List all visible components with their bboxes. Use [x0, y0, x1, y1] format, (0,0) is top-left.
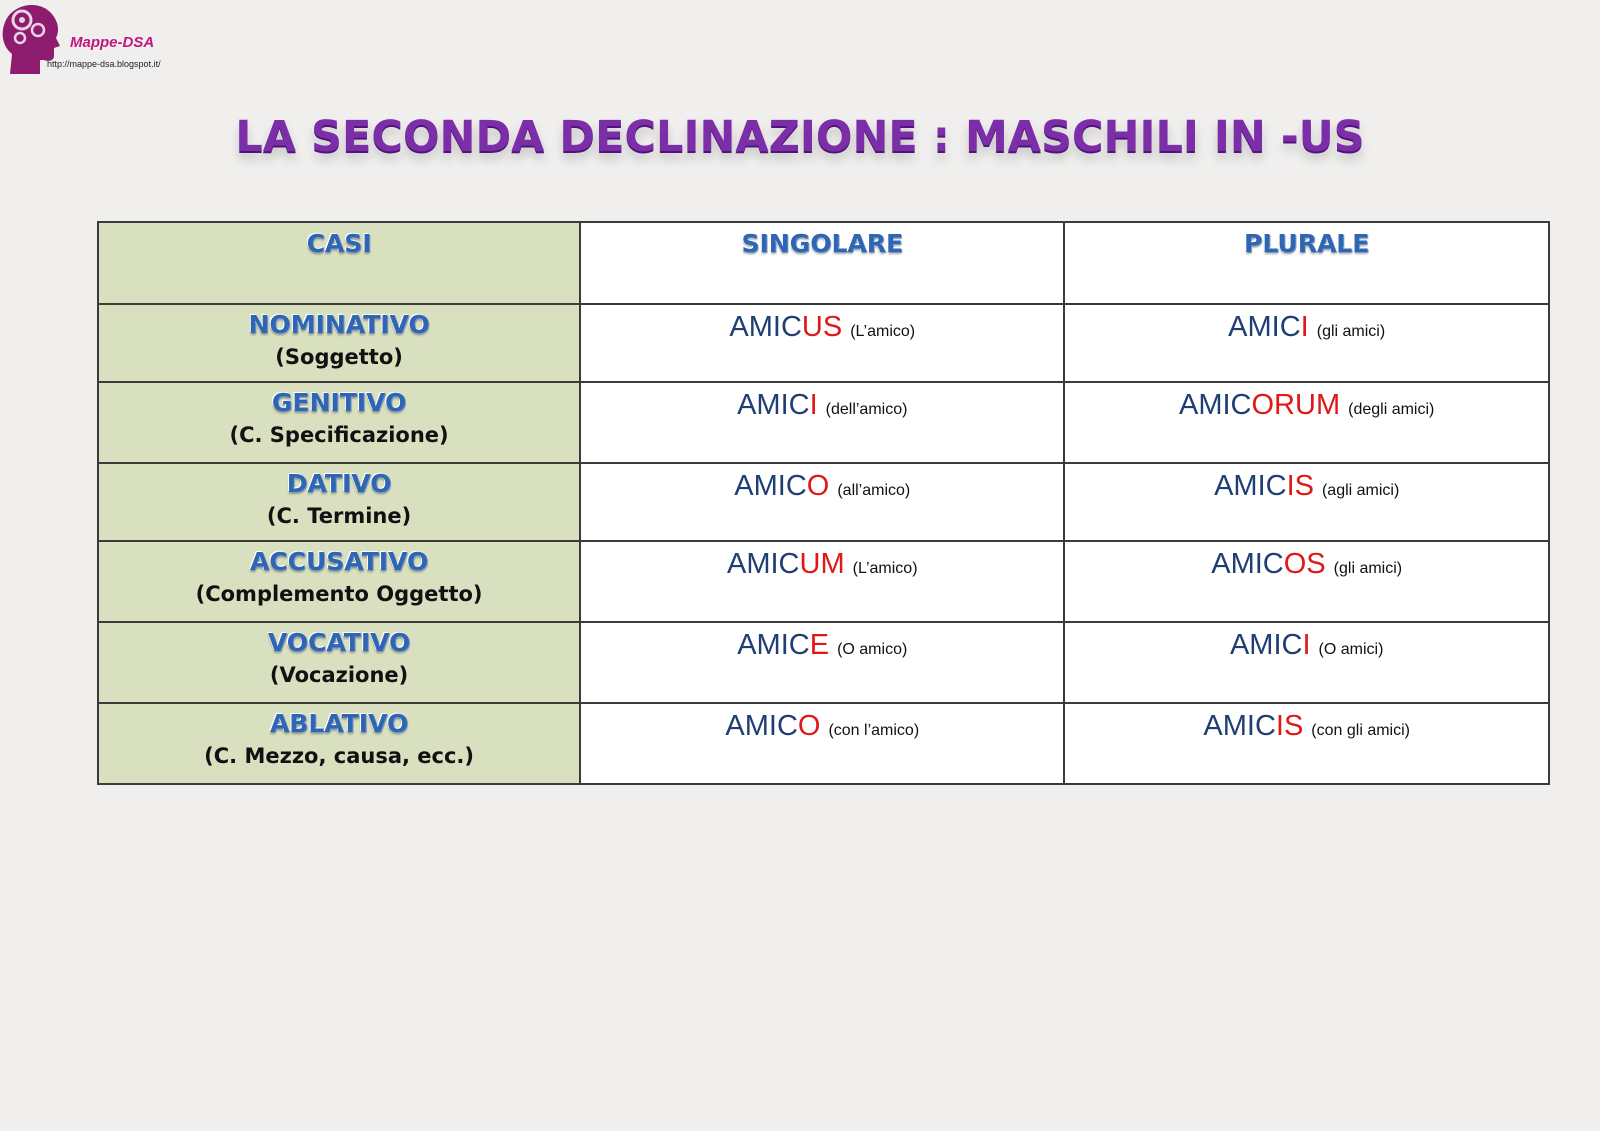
header-label: PLURALE	[1244, 229, 1370, 258]
word-stem: AMIC	[1229, 629, 1303, 661]
case-cell	[98, 463, 580, 541]
table-row	[98, 541, 1549, 622]
case-description: (Soggetto)	[275, 345, 403, 369]
singular-cell	[580, 703, 1064, 784]
case-description: (C. Termine)	[266, 504, 412, 528]
plural-cell	[1064, 541, 1549, 622]
plural-cell	[1064, 622, 1549, 703]
plural-cell	[1064, 304, 1549, 382]
case-name: DATIVO	[286, 469, 392, 498]
word-ending: IS	[1275, 710, 1304, 742]
singular-cell	[580, 304, 1064, 382]
word-gloss: (O amici)	[1318, 641, 1384, 658]
header-cell-singolare	[580, 222, 1064, 304]
singular-cell	[580, 382, 1064, 463]
word-stem: AMIC	[725, 710, 798, 742]
word-gloss: (O amico)	[837, 641, 908, 658]
table-row	[98, 703, 1549, 784]
word-gloss: (agli amici)	[1321, 482, 1400, 499]
case-cell	[98, 382, 580, 463]
word-gloss: (gli amici)	[1333, 560, 1403, 577]
word-ending: IS	[1286, 470, 1314, 502]
word-stem: AMIC	[737, 389, 810, 421]
word-ending: O	[806, 470, 830, 502]
page-title: LA SECONDA DECLINAZIONE : MASCHILI IN -US	[235, 112, 1365, 162]
word-stem: AMIC	[727, 548, 800, 580]
table-row	[98, 622, 1549, 703]
case-name: ACCUSATIVO	[249, 547, 429, 576]
header-label: CASI	[306, 229, 372, 258]
case-name: VOCATIVO	[267, 628, 411, 657]
case-description: (C. Mezzo, causa, ecc.)	[204, 744, 474, 768]
case-cell	[98, 622, 580, 703]
singular-cell	[580, 463, 1064, 541]
word-ending: US	[801, 311, 843, 343]
case-description: (Complemento Oggetto)	[195, 582, 483, 606]
case-cell	[98, 541, 580, 622]
word-stem: AMIC	[1211, 548, 1284, 580]
word-gloss: (all’amico)	[837, 482, 911, 499]
word-gloss: (con gli amici)	[1311, 722, 1410, 739]
word-ending: O	[797, 710, 821, 742]
plural-cell	[1064, 463, 1549, 541]
word-ending: OS	[1283, 548, 1326, 580]
word-ending: E	[809, 629, 830, 661]
brand-url: http://mappe-dsa.blogspot.it/	[47, 59, 161, 69]
declension-table	[97, 221, 1550, 785]
word-ending: I	[1300, 311, 1309, 343]
word-stem: AMIC	[734, 470, 807, 502]
word-stem: AMIC	[1228, 311, 1301, 343]
plural-cell	[1064, 703, 1549, 784]
word-ending: ORUM	[1251, 389, 1341, 421]
plural-cell	[1064, 382, 1549, 463]
header-cell-plurale	[1064, 222, 1549, 304]
case-name: ABLATIVO	[269, 709, 409, 738]
case-name: GENITIVO	[271, 388, 407, 417]
word-gloss: (gli amici)	[1316, 323, 1386, 340]
table-row	[98, 304, 1549, 382]
case-description: (C. Specificazione)	[229, 423, 449, 447]
word-stem: AMIC	[1203, 710, 1276, 742]
word-stem: AMIC	[1214, 470, 1287, 502]
case-description: (Vocazione)	[269, 663, 409, 687]
case-cell	[98, 304, 580, 382]
case-cell	[98, 703, 580, 784]
word-ending: I	[1302, 629, 1311, 661]
word-gloss: (dell’amico)	[825, 401, 908, 418]
word-gloss: (degli amici)	[1348, 401, 1435, 418]
table-header-row	[98, 222, 1549, 304]
header-cell-casi	[98, 222, 580, 304]
logo	[0, 0, 200, 80]
singular-cell	[580, 622, 1064, 703]
word-stem: AMIC	[737, 629, 810, 661]
table-row	[98, 463, 1549, 541]
case-name: NOMINATIVO	[248, 310, 430, 339]
header-label: SINGOLARE	[741, 229, 904, 258]
word-gloss: (con l’amico)	[828, 722, 920, 739]
brand-name: Mappe-DSA	[70, 34, 155, 51]
singular-cell	[580, 541, 1064, 622]
table-row	[98, 382, 1549, 463]
word-gloss: (L’amico)	[852, 560, 918, 577]
word-stem: AMIC	[729, 311, 802, 343]
word-ending: I	[809, 389, 818, 421]
word-ending: UM	[799, 548, 845, 580]
word-gloss: (L’amico)	[850, 323, 916, 340]
word-stem: AMIC	[1179, 389, 1252, 421]
